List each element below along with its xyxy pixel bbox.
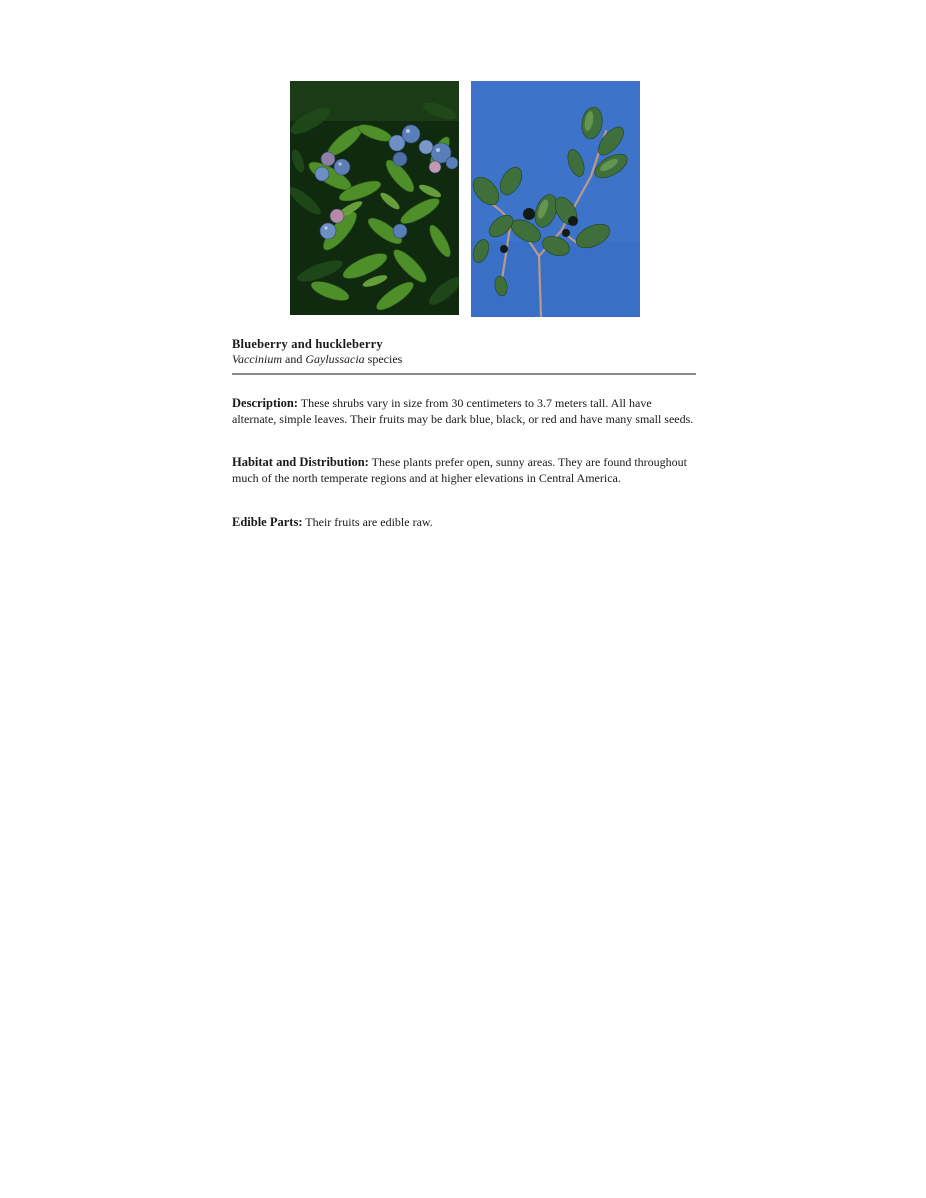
description-section: [232, 396, 698, 427]
plant-scientific-name: [232, 352, 696, 366]
species-connector: and: [285, 352, 303, 366]
edible-parts-section: [232, 515, 698, 531]
edible-parts-heading: Edible Parts:: [232, 515, 303, 529]
species-suffix: species: [367, 352, 403, 366]
blueberry-bush-illustration: [290, 81, 459, 315]
plant-caption: [232, 337, 696, 366]
genus-gaylussacia: Gaylussacia: [305, 352, 365, 366]
genus-vaccinium: Vaccinium: [232, 352, 282, 366]
description-heading: Description:: [232, 396, 298, 410]
habitat-heading: Habitat and Distribution:: [232, 455, 369, 469]
plant-common-name: Blueberry and huckleberry: [232, 337, 383, 351]
caption-divider: [232, 373, 696, 375]
habitat-text: These plants prefer open, sunny areas. They are found throughout much of the north temperate regions and at higher elevations in Central America.: [232, 455, 687, 485]
description-text: These shrubs vary in size from 30 centimeters to 3.7 meters tall. All have alternate, simple leaves. Their fruits may be dark blue, black, or red and have many small seeds.: [232, 396, 694, 426]
huckleberry-branch-illustration: [471, 81, 640, 317]
blueberry-bush-photo: [290, 81, 459, 315]
habitat-section: [232, 455, 698, 486]
edible-parts-text: Their fruits are edible raw.: [305, 515, 433, 529]
huckleberry-branch-photo: [471, 81, 640, 317]
